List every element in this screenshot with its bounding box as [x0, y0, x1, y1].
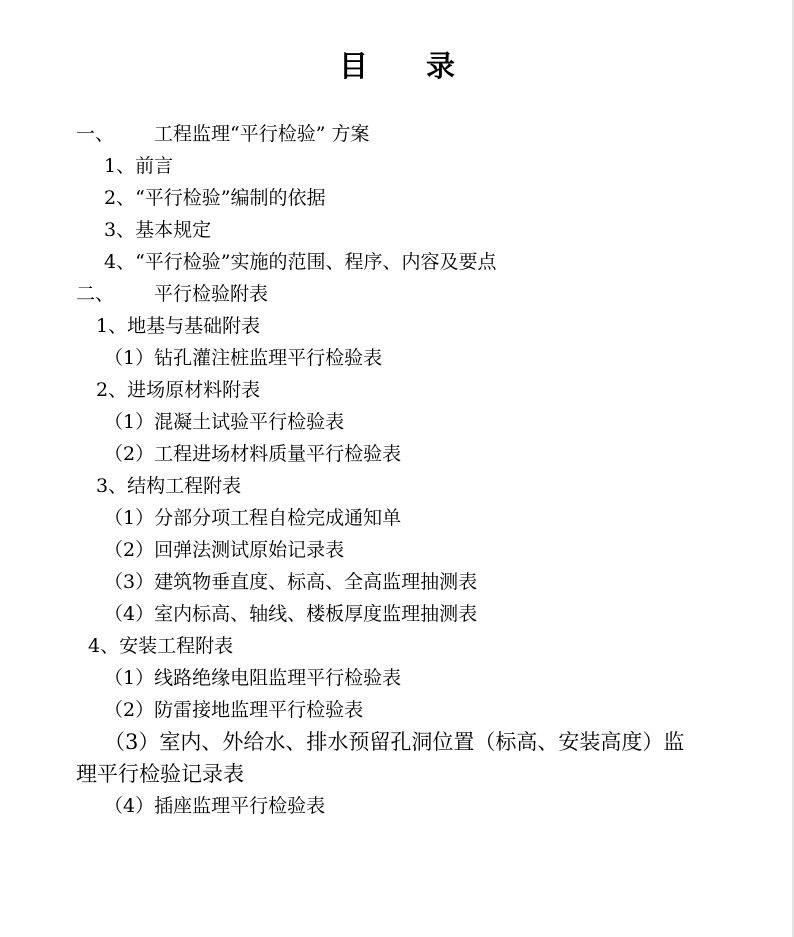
toc-subsection: 2、进场原材料附表 [96, 379, 261, 401]
toc-item: （4）室内标高、轴线、楼板厚度监理抽测表 [104, 603, 478, 625]
toc-item: （1）线路绝缘电阻监理平行检验表 [104, 667, 402, 689]
toc-subsection: 4、安装工程附表 [88, 635, 234, 657]
toc-section-1 [76, 119, 369, 149]
toc-item: 3、基本规定 [104, 219, 212, 241]
toc-item-continuation: 理平行检验记录表 [76, 762, 244, 786]
toc-item: 2、“平行检验”编制的依据 [104, 187, 326, 209]
toc-item: 1、前言 [104, 155, 174, 177]
toc-item: （1）分部分项工程自检完成通知单 [104, 507, 402, 529]
toc-section-number: 一、 [76, 123, 115, 145]
toc-section-number: 二、 [76, 283, 115, 305]
toc-item: 4、“平行检验”实施的范围、程序、内容及要点 [104, 251, 497, 273]
toc-section-title: 工程监理“平行检验” 方案 [154, 123, 370, 145]
toc-item: （2）工程进场材料质量平行检验表 [104, 443, 402, 465]
toc-item: （1）混凝土试验平行检验表 [104, 411, 345, 433]
toc-subsection: 3、结构工程附表 [96, 475, 242, 497]
toc-item: （2）防雷接地监理平行检验表 [104, 699, 364, 721]
toc-item: （3）建筑物垂直度、标高、全高监理抽测表 [104, 571, 478, 593]
toc-item: （2）回弹法测试原始记录表 [104, 539, 345, 561]
toc-section-2 [76, 279, 268, 309]
toc-subsection: 1、地基与基础附表 [96, 315, 261, 337]
title-char-2: 录 [426, 49, 456, 83]
toc-section-title: 平行检验附表 [154, 283, 269, 305]
toc-item: （1）钻孔灌注桩监理平行检验表 [104, 347, 383, 369]
toc-item: （4）插座监理平行检验表 [104, 795, 326, 817]
title-char-1: 目 [338, 49, 368, 83]
toc-item: （3）室内、外给水、排水预留孔洞位置（标高、安装高度）监 [104, 730, 685, 754]
page-title [0, 46, 794, 86]
